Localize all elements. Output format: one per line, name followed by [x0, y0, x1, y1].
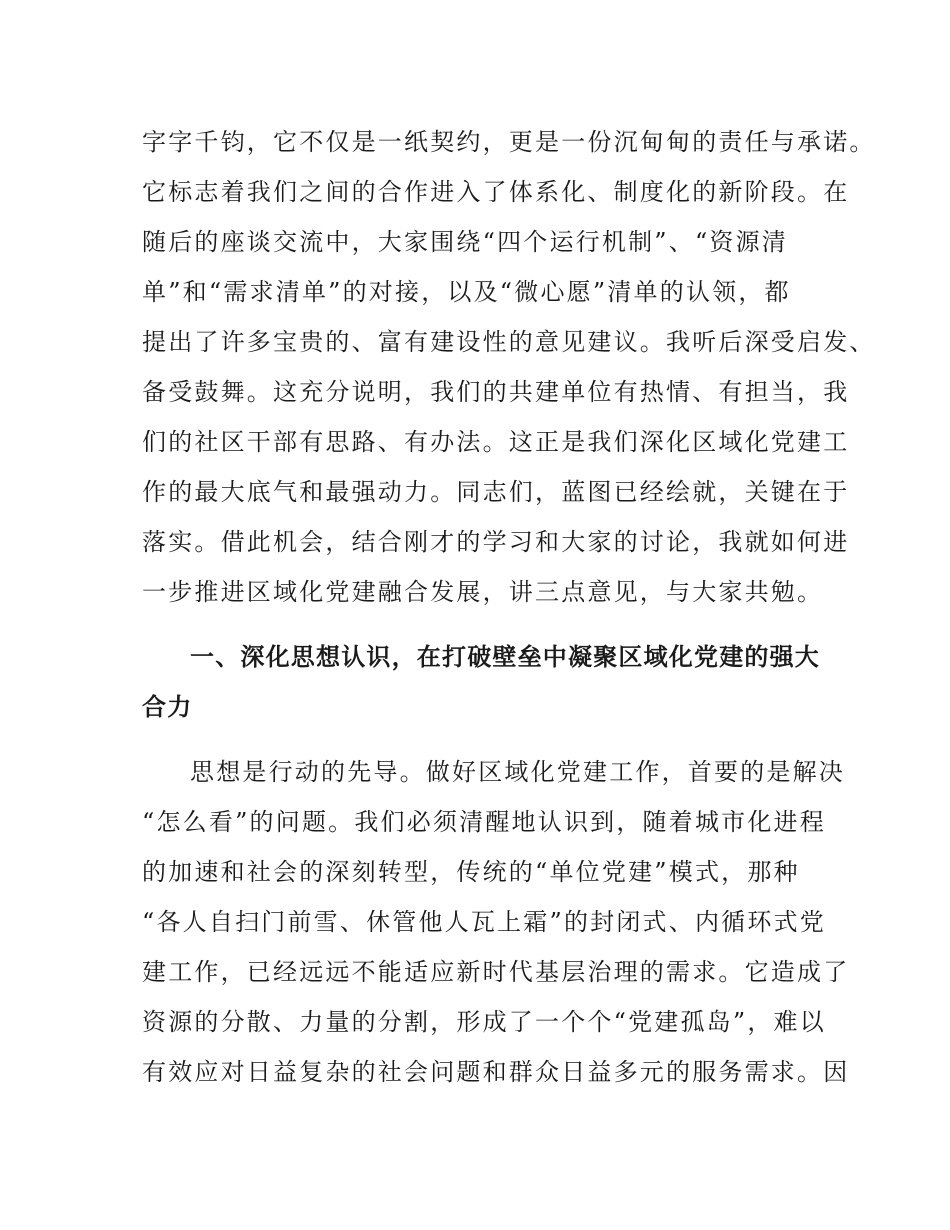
text-line: 落实。借此机会，结合刚才的学习和大家的讨论，我就如何进 [142, 528, 850, 556]
text-line: 它标志着我们之间的合作进入了体系化、制度化的新阶段。在 [142, 178, 850, 206]
text-line: 有效应对日益复杂的社会问题和群众日益多元的服务需求。因 [142, 1058, 850, 1086]
text-line: 提出了许多宝贵的、富有建设性的意见建议。我听后深受启发、 [142, 328, 876, 356]
text-line: 思想是行动的先导。做好区域化党建工作，首要的是解决 [190, 758, 845, 786]
text-line: 作的最大底气和最强动力。同志们，蓝图已经绘就，关键在于 [142, 478, 850, 506]
text-line: 建工作，已经远远不能适应新时代基层治理的需求。它造成了 [142, 958, 850, 986]
text-line: “怎么看”的问题。我们必须清醒地认识到，随着城市化进程 [142, 808, 826, 836]
text-line: 的加速和社会的深刻转型，传统的“单位党建”模式，那种 [142, 858, 800, 886]
heading-line: 合力 [142, 693, 193, 721]
text-line: 们的社区干部有思路、有办法。这正是我们深化区域化党建工 [142, 428, 850, 456]
text-line: 字字千钧，它不仅是一纸契约，更是一份沉甸甸的责任与承诺。 [142, 128, 876, 156]
text-line: 随后的座谈交流中，大家围绕“四个运行机制”、“资源清 [142, 228, 789, 256]
text-line: 一步推进区域化党建融合发展，讲三点意见，与大家共勉。 [142, 578, 824, 606]
text-line: “各人自扫门前雪、休管他人瓦上霜”的封闭式、内循环式党 [142, 908, 826, 936]
text-line: 备受鼓舞。这充分说明，我们的共建单位有热情、有担当，我 [142, 378, 850, 406]
text-line: 资源的分散、力量的分割，形成了一个个“党建孤岛”，难以 [142, 1008, 826, 1036]
heading-line: 一、深化思想认识，在打破壁垒中凝聚区域化党建的强大 [190, 643, 820, 671]
text-line: 单”和“需求清单”的对接，以及“微心愿”清单的认领，都 [142, 278, 791, 306]
